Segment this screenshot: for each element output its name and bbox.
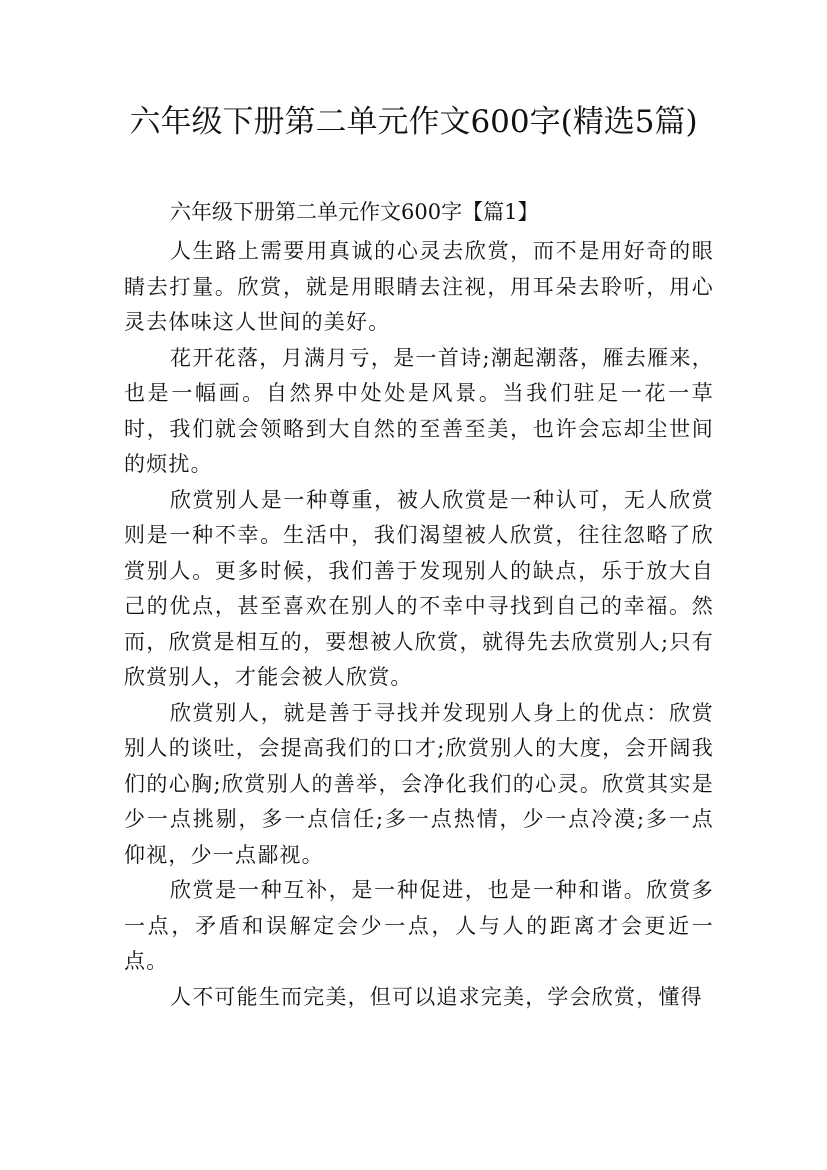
paragraph: 欣赏别人，就是善于寻找并发现别人身上的优点：欣赏别人的谈吐，会提高我们的口才;欣赏别人的大度，会开阔我们的心胸;欣赏别人的善举，会净化我们的心灵。欣赏其实是少一点挑剔，多一点信任;多一点热情，少一点冷漠;多一点仰视，少一点鄙视。 <box>124 700 714 867</box>
document-title: 六年级下册第二单元作文600字(精选5篇) <box>129 104 698 140</box>
paragraph: 人生路上需要用真诚的心灵去欣赏，而不是用好奇的眼睛去打量。欣赏，就是用眼睛去注视，用耳朵去聆听，用心灵去体味这人世间的美好。 <box>124 239 714 334</box>
paragraph: 欣赏别人是一种尊重，被人欣赏是一种认可，无人欣赏则是一种不幸。生活中，我们渴望被人欣赏，往往忽略了欣赏别人。更多时候，我们善于发现别人的缺点，乐于放大自己的优点，甚至喜欢在别人的不幸中寻找到自己的幸福。然而，欣赏是相互的，要想被人欣赏，就得先去欣赏别人;只有欣赏别人，才能会被人欣赏。 <box>124 487 714 689</box>
paragraph: 花开花落，月满月亏，是一首诗;潮起潮落，雁去雁来，也是一幅画。自然界中处处是风景。当我们驻足一花一草时，我们就会领略到大自然的至善至美，也许会忘却尘世间的烦扰。 <box>124 345 714 476</box>
paragraph: 人不可能生而完美，但可以追求完美，学会欣赏，懂得 <box>170 984 703 1009</box>
document-body <box>124 194 714 1015</box>
paragraph: 欣赏是一种互补，是一种促进，也是一种和谐。欣赏多一点，矛盾和误解定会少一点，人与人的距离才会更近一点。 <box>124 878 714 973</box>
section-heading: 六年级下册第二单元作文600字【篇1】 <box>170 200 539 224</box>
